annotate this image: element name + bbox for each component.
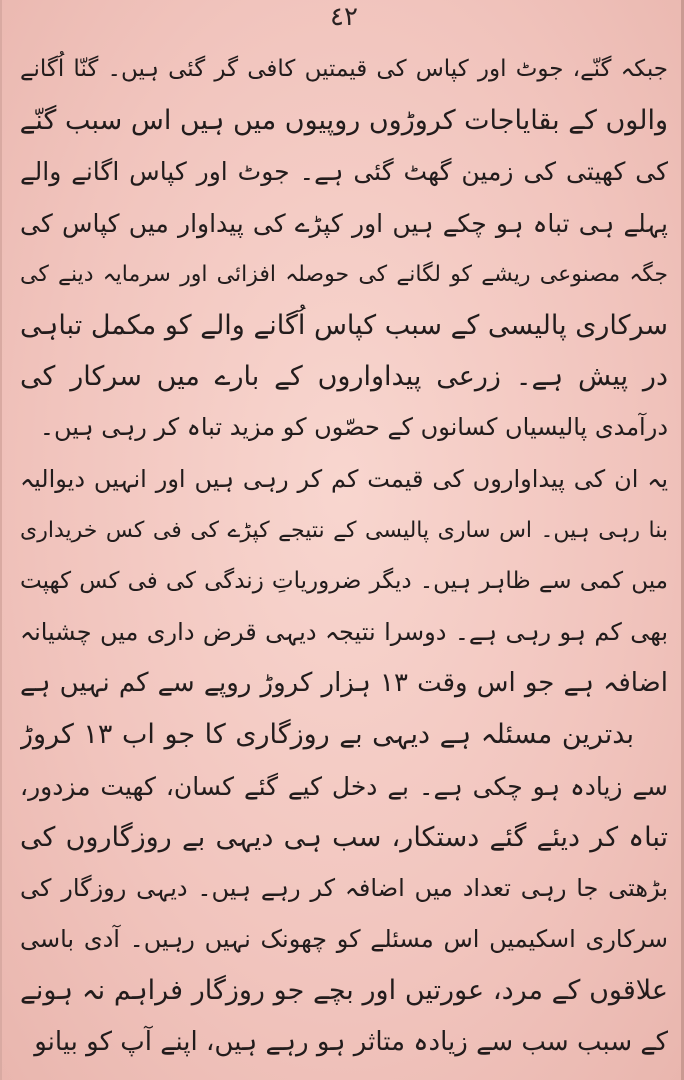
text-line: والوں کے بقایاجات کروڑوں روپیوں میں ہیں اس سبب گنّے [20,105,668,137]
text-line: میں کمی سے ظاہر ہیں۔ دیگر ضروریاتِ زندگی کی فی کس کھپت [20,567,668,594]
text-line: سے زیادہ ہو چکی ہے۔ بے دخل کیے گئے کسان، کھیت مزدور، [20,771,668,801]
text-line: پہلے ہی تباہ ہو چکے ہیں اور کپڑے کی پیداوار میں کپاس کی [20,208,668,238]
text-line: تباہ کر دیئے گئے دستکار، سب ہی دیہی بے روزگاروں کی [20,821,668,853]
text-line: جگہ مصنوعی ریشے کو لگانے کی حوصلہ افزائی اور سرمایہ دینے کی [20,261,668,287]
text-line: درآمدی پالیسیاں کسانوں کے حصّوں کو مزید تباہ کر رہی ہیں۔ [39,413,668,442]
text-line: جبکہ گنّے، جوٹ اور کپاس کی قیمتیں کافی گر گئی ہیں۔ گنّا اُگانے [20,56,668,82]
text-line: سرکاری اسکیمیں اس مسئلے کو چھونک نہیں رہیں۔ آدی باسی [20,925,668,954]
page-text-body [20,44,668,1068]
text-line: یہ ان کی پیداواروں کی قیمت کم کر رہی ہیں اور انہیں دیوالیہ [20,464,668,493]
text-line: سرکاری پالیسی کے سبب کپاس اُگانے والے کو مکمل تباہی [20,309,668,341]
text-line: علاقوں کے مرد، عورتیں اور بچے جو روزگار فراہم نہ ہونے [20,975,668,1007]
text-line: بڑھتی جا رہی تعداد میں اضافہ کر رہے ہیں۔ دیہی روزگار کی [20,874,668,902]
text-line: در پیش ہے۔ زرعی پیداواروں کے بارے میں سرکار کی [20,361,668,393]
page-number: ٤٢ [330,2,358,32]
text-line: بدترین مسئلہ ہے دیہی بے روزگاری کا جو اب ۱۳ کروڑ [20,719,634,751]
text-line: بنا رہی ہیں۔ اس ساری پالیسی کے نتیجے کپڑے کی فی کس خریداری [20,517,668,543]
text-line: اضافہ ہے جو اس وقت ۱۳ ہزار کروڑ روپے سے کم نہیں ہے [20,668,668,699]
text-line: کے سبب سب سے زیادہ متاثر ہو رہے ہیں، اپنے آپ کو بیانو [34,1026,668,1057]
text-line: کی کھیتی کی زمین گھٹ گئی ہے۔ جوٹ اور کپاس اگانے والے [20,157,668,187]
text-line: بھی کم ہو رہی ہے۔ دوسرا نتیجہ دیہی قرض داری میں چشیانہ [20,618,668,647]
